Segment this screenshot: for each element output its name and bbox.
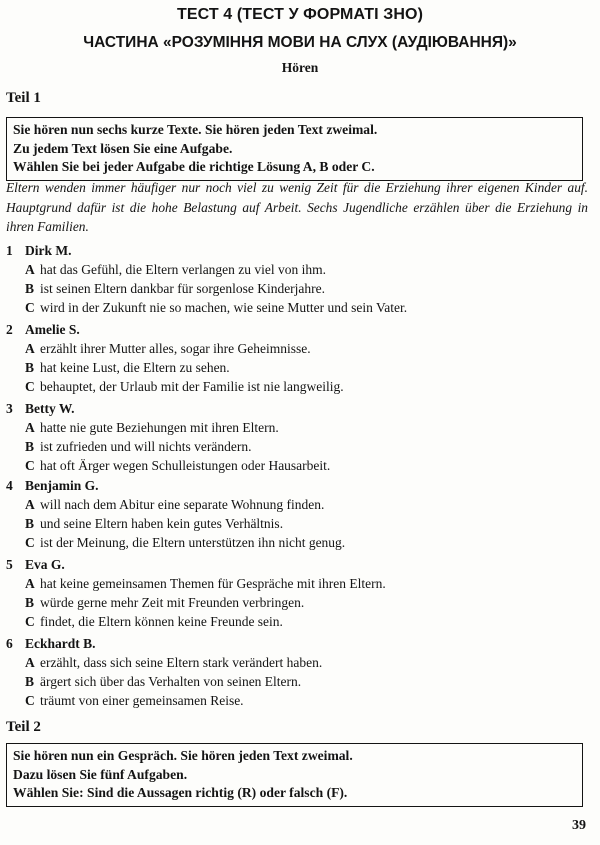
- question-5: [6, 555, 586, 631]
- option-letter: B: [25, 516, 35, 531]
- option-text: ist seinen Eltern dankbar für sorgenlose Kinderjahre.: [40, 281, 326, 296]
- section-subtitle: Hören: [281, 60, 319, 75]
- question-header: [6, 476, 586, 495]
- instruction-line: Dazu lösen Sie fünf Aufgaben.: [13, 766, 188, 782]
- question-header: [6, 320, 586, 339]
- part-title: ЧАСТИНА «РОЗУМІННЯ МОВИ НА СЛУХ (АУДІЮВАННЯ)»: [83, 34, 517, 51]
- question-name: Benjamin G.: [25, 478, 99, 493]
- option-text: hat keine gemeinsamen Themen für Gespräche mit ihren Eltern.: [40, 576, 386, 591]
- option-letter: C: [25, 693, 35, 708]
- answer-option: [6, 533, 586, 552]
- option-text: erzählt, dass sich seine Eltern stark verändert haben.: [40, 655, 323, 670]
- question-number: 6: [6, 636, 13, 651]
- option-letter: A: [25, 655, 35, 670]
- option-letter: C: [25, 300, 35, 315]
- option-letter: B: [25, 595, 35, 610]
- question-header: [6, 634, 586, 653]
- option-text: will nach dem Abitur eine separate Wohnung finden.: [40, 497, 325, 512]
- option-text: würde gerne mehr Zeit mit Freunden verbringen.: [40, 595, 305, 610]
- option-text: erzählt ihrer Mutter alles, sogar ihre Geheimnisse.: [40, 341, 311, 356]
- option-text: wird in der Zukunft nie so machen, wie seine Mutter und sein Vater.: [40, 300, 408, 315]
- teil1-intro-text: Eltern wenden immer häufiger nur noch viel zu wenig Zeit für die Erziehung ihrer eigenen Kinder auf. Hauptgrund dafür ist die hohe Belastung auf Arbeit. Sechs Jugendliche erzählen über die Erziehung in ihren Familien.: [6, 180, 588, 234]
- option-letter: A: [25, 497, 35, 512]
- answer-option: [6, 691, 586, 710]
- option-text: ärgert sich über das Verhalten von seinen Eltern.: [40, 674, 302, 689]
- answer-option: [6, 358, 586, 377]
- answer-option: [6, 672, 586, 691]
- question-number: 2: [6, 322, 13, 337]
- option-text: findet, die Eltern können keine Freunde sein.: [40, 614, 283, 629]
- option-text: ist zufrieden und will nichts verändern.: [40, 439, 252, 454]
- question-name: Dirk M.: [25, 243, 72, 258]
- option-text: hat oft Ärger wegen Schulleistungen oder Hausarbeit.: [40, 458, 331, 473]
- teil1-instructions-box: [6, 117, 583, 181]
- answer-option: [6, 339, 586, 358]
- question-name: Eva G.: [25, 557, 65, 572]
- question-number: 1: [6, 243, 13, 258]
- option-letter: A: [25, 420, 35, 435]
- option-letter: B: [25, 439, 35, 454]
- option-letter: A: [25, 262, 35, 277]
- question-name: Betty W.: [25, 401, 75, 416]
- answer-option: [6, 377, 586, 396]
- answer-option: [6, 574, 586, 593]
- question-6: [6, 634, 586, 710]
- option-letter: A: [25, 576, 35, 591]
- option-letter: C: [25, 535, 35, 550]
- answer-option: [6, 279, 586, 298]
- question-1: [6, 241, 586, 317]
- answer-option: [6, 260, 586, 279]
- teil2-heading: Teil 2: [6, 719, 41, 735]
- option-letter: C: [25, 379, 35, 394]
- question-name: Amelie S.: [25, 322, 80, 337]
- answer-option: [6, 612, 586, 631]
- option-letter: A: [25, 341, 35, 356]
- test-title: ТЕСТ 4 (ТЕСТ У ФОРМАТІ ЗНО): [176, 6, 424, 23]
- teil1-heading: Teil 1: [6, 90, 41, 106]
- answer-option: [6, 298, 586, 317]
- teil2-instructions-box: [6, 743, 583, 807]
- question-4: [6, 476, 586, 552]
- option-text: ist der Meinung, die Eltern unterstützen ihn nicht genug.: [40, 535, 346, 550]
- answer-option: [6, 653, 586, 672]
- option-text: und seine Eltern haben kein gutes Verhältnis.: [40, 516, 284, 531]
- instruction-line: Wählen Sie bei jeder Aufgabe die richtige Lösung A, B oder C.: [13, 159, 375, 174]
- question-number: 3: [6, 401, 13, 416]
- instruction-line: Sie hören nun ein Gespräch. Sie hören jeden Text zweimal.: [13, 748, 353, 763]
- option-text: träumt von einer gemeinsamen Reise.: [40, 693, 244, 708]
- option-letter: B: [25, 281, 35, 296]
- question-header: [6, 241, 586, 260]
- option-text: hat das Gefühl, die Eltern verlangen zu viel von ihm.: [40, 262, 327, 277]
- option-letter: B: [25, 360, 35, 375]
- answer-option: [6, 593, 586, 612]
- question-2: [6, 320, 586, 396]
- question-header: [6, 399, 586, 418]
- instruction-line: Zu jedem Text lösen Sie eine Aufgabe.: [13, 140, 233, 156]
- answer-option: [6, 495, 586, 514]
- option-letter: B: [25, 674, 35, 689]
- option-text: hat keine Lust, die Eltern zu sehen.: [40, 360, 230, 375]
- answer-option: [6, 514, 586, 533]
- answer-option: [6, 418, 586, 437]
- instruction-line: Wählen Sie: Sind die Aussagen richtig (R) oder falsch (F).: [13, 785, 348, 800]
- answer-option: [6, 437, 586, 456]
- question-name: Eckhardt B.: [25, 636, 96, 651]
- question-number: 4: [6, 478, 13, 493]
- instruction-line: Sie hören nun sechs kurze Texte. Sie hören jeden Text zweimal.: [13, 122, 378, 137]
- question-header: [6, 555, 586, 574]
- option-text: hatte nie gute Beziehungen mit ihren Eltern.: [40, 420, 279, 435]
- answer-option: [6, 456, 586, 475]
- question-3: [6, 399, 586, 475]
- option-letter: C: [25, 614, 35, 629]
- option-text: behauptet, der Urlaub mit der Familie ist nie langweilig.: [40, 379, 344, 394]
- option-letter: C: [25, 458, 35, 473]
- page-number: 39: [572, 818, 586, 833]
- question-number: 5: [6, 557, 13, 572]
